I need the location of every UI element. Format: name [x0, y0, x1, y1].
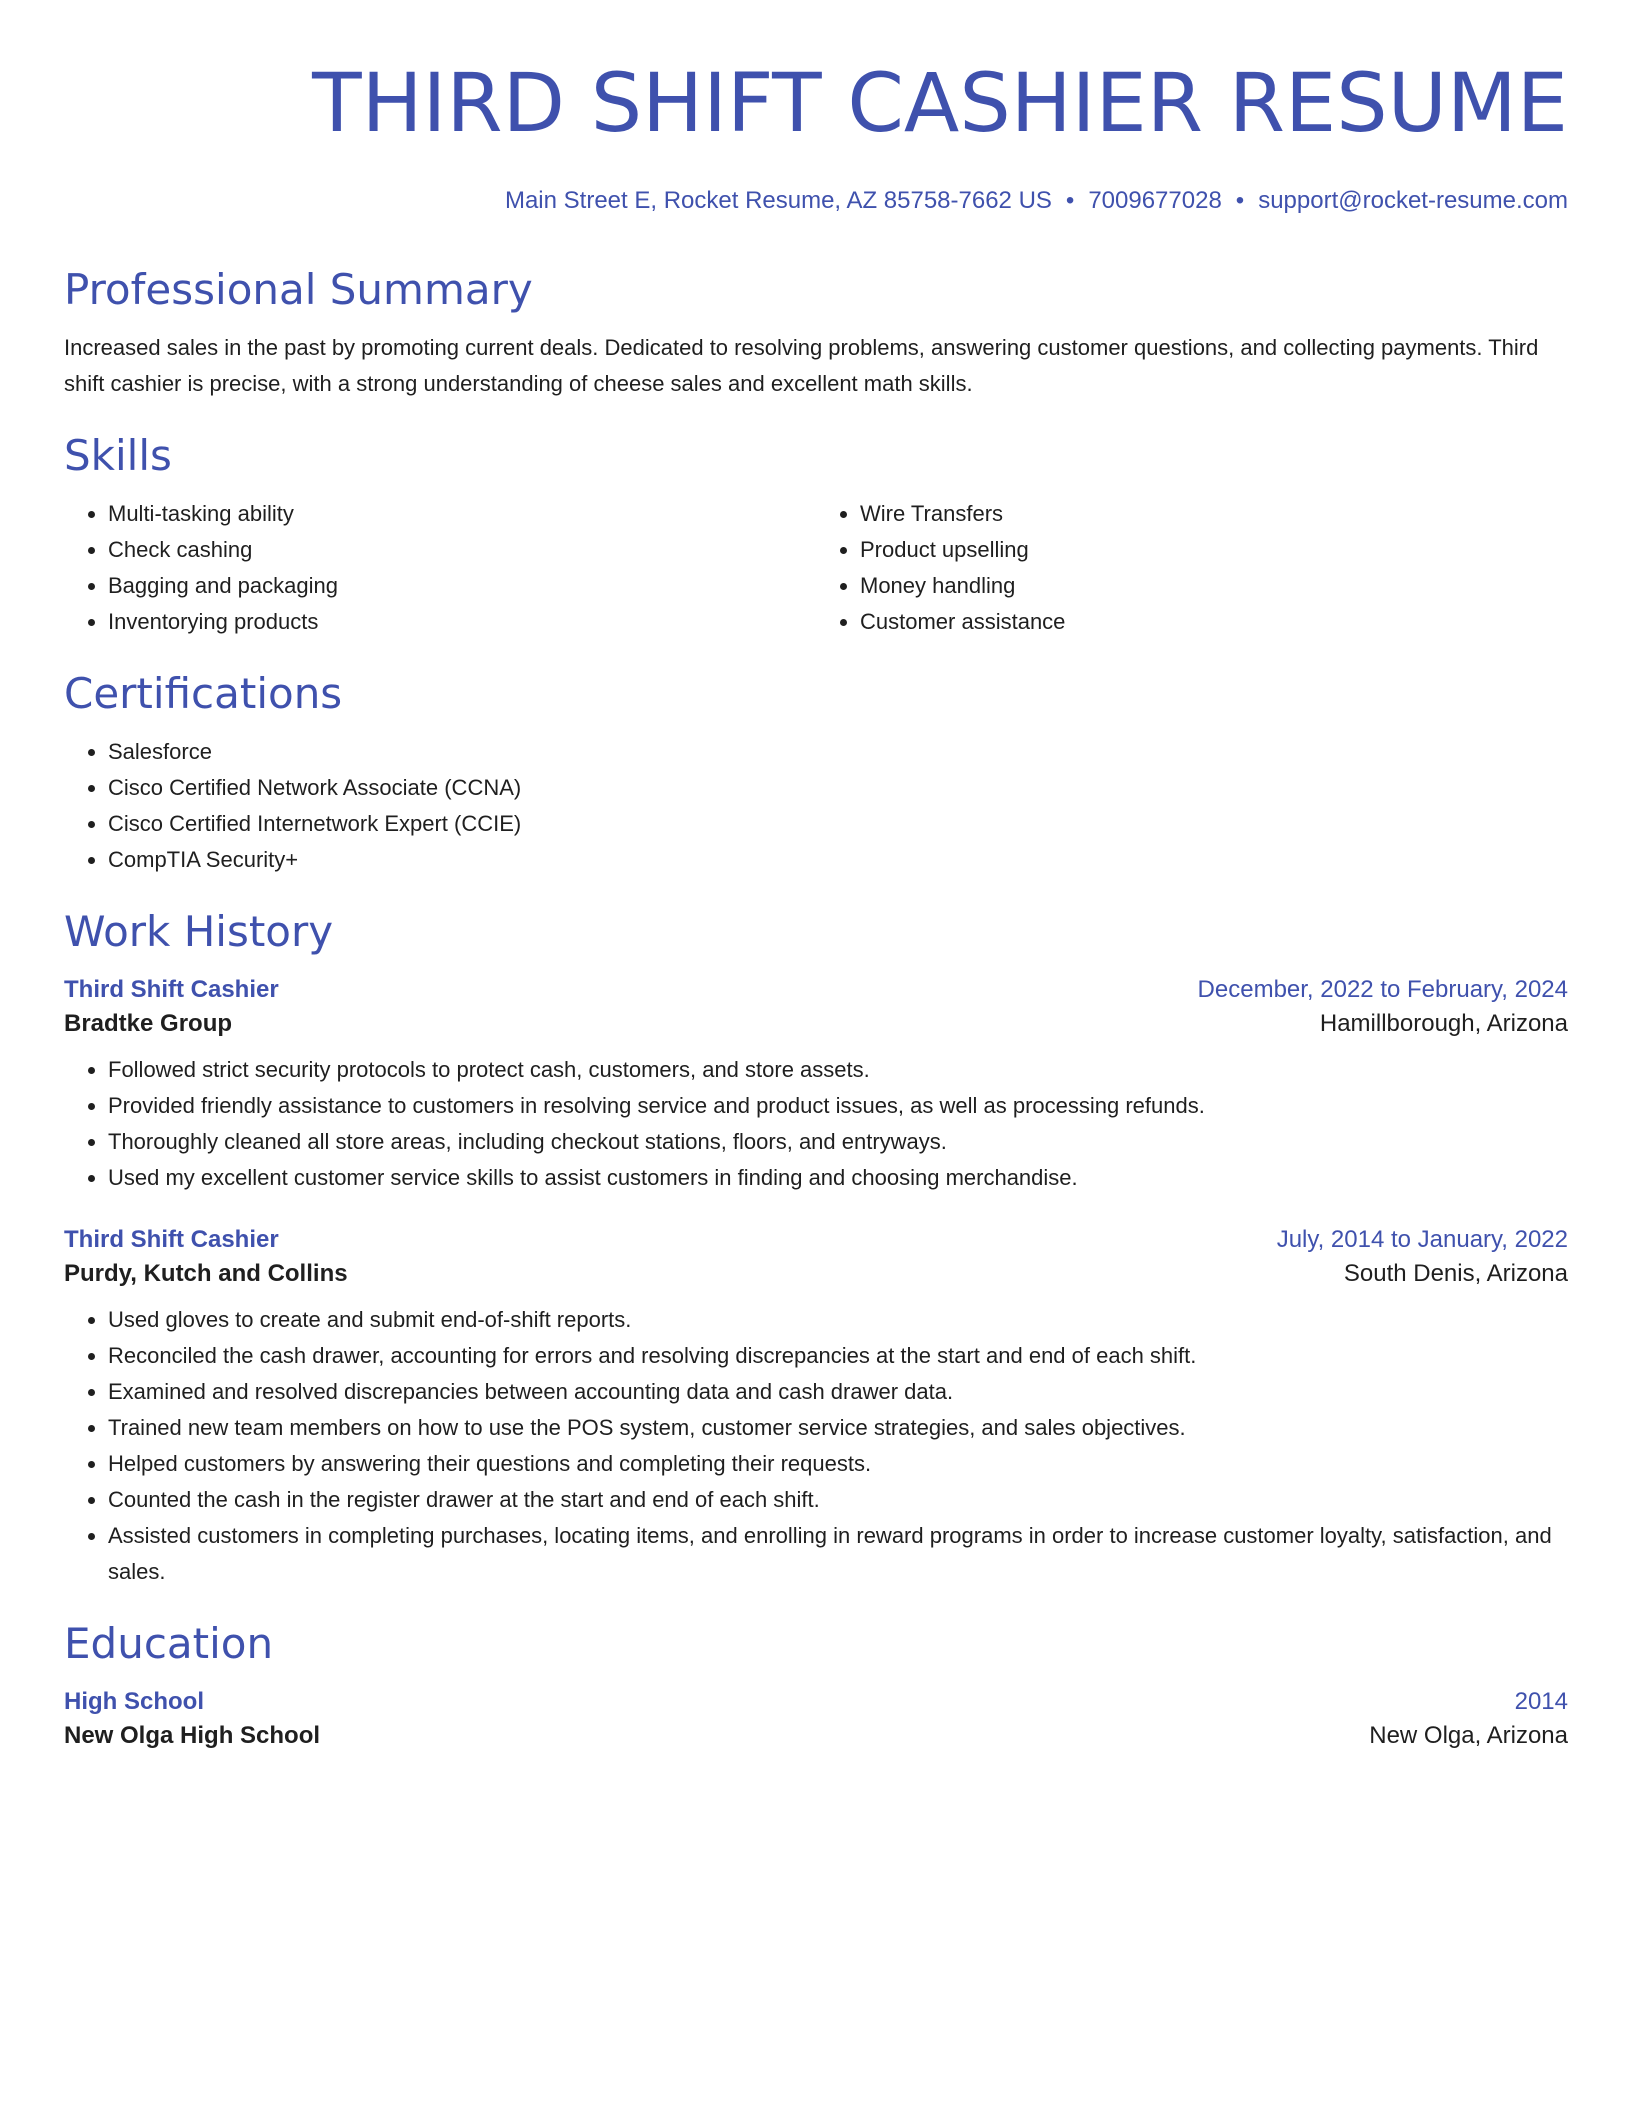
- certifications-list: [64, 734, 1568, 878]
- certification-item: • Cisco Certified Network Associate (CCNA): [108, 770, 1568, 806]
- job-bullet: • Followed strict security protocols to protect cash, customers, and store assets.: [108, 1052, 1568, 1088]
- job-entry: [64, 1226, 1568, 1590]
- summary-section: [64, 264, 1568, 402]
- skill-item: • Customer assistance: [860, 604, 1568, 640]
- job-header-row: [64, 1226, 1568, 1254]
- job-bullet: • Used gloves to create and submit end-of-shift reports.: [108, 1302, 1568, 1338]
- job-bullet: • Trained new team members on how to use the POS system, customer service strategies, and sales objectives.: [108, 1410, 1568, 1446]
- job-location: Hamillborough, Arizona: [1319, 1010, 1568, 1037]
- job-entry: [64, 976, 1568, 1196]
- contact-email[interactable]: support@rocket-resume.com: [1258, 187, 1568, 214]
- section-title-education: Education: [64, 1619, 274, 1668]
- education-school-row: [64, 1722, 1568, 1750]
- section-title-skills: Skills: [64, 431, 172, 480]
- summary-text: Increased sales in the past by promoting current deals. Dedicated to resolving problems, answering customer questions, and collecting payments. Third shift cashier is precise, with a strong understanding of cheese sales and excellent math skills.: [64, 335, 1539, 396]
- education-header-row: [64, 1688, 1568, 1716]
- resume-title: THIRD SHIFT CASHIER RESUME: [312, 57, 1568, 151]
- skill-item: • Multi-tasking ability: [108, 496, 816, 532]
- skill-item: • Money handling: [860, 568, 1568, 604]
- skills-section: [64, 430, 1568, 640]
- education-degree: High School: [64, 1688, 204, 1715]
- skill-item: • Check cashing: [108, 532, 816, 568]
- job-header-row: [64, 976, 1568, 1004]
- skills-list-right: [816, 496, 1568, 640]
- job-bullet: • Provided friendly assistance to customers in resolving service and product issues, as well as processing refunds.: [108, 1088, 1568, 1124]
- skills-grid: [64, 496, 1568, 640]
- job-location: South Denis, Arizona: [1343, 1260, 1568, 1287]
- job-dates: July, 2014 to January, 2022: [1276, 1226, 1568, 1253]
- certification-item: • Cisco Certified Internetwork Expert (CCIE): [108, 806, 1568, 842]
- skill-item: • Bagging and packaging: [108, 568, 816, 604]
- contact-address: Main Street E, Rocket Resume, AZ 85758-7662 US: [504, 187, 1052, 214]
- section-title-certifications: Certifications: [64, 669, 343, 718]
- job-employer: Purdy, Kutch and Collins: [64, 1260, 348, 1287]
- job-bullet: • Helped customers by answering their questions and completing their requests.: [108, 1446, 1568, 1482]
- contact-separator: •: [1235, 187, 1245, 214]
- job-bullets: [64, 1302, 1568, 1590]
- resume-header: [64, 0, 1568, 216]
- job-employer-row: [64, 1010, 1568, 1038]
- education-year: 2014: [1514, 1688, 1568, 1715]
- job-dates: December, 2022 to February, 2024: [1197, 976, 1568, 1003]
- job-employer-row: [64, 1260, 1568, 1288]
- contact-line: [64, 186, 1568, 216]
- certifications-section: [64, 668, 1568, 878]
- education-location: New Olga, Arizona: [1369, 1722, 1568, 1749]
- contact-separator: •: [1065, 187, 1075, 214]
- job-bullets: [64, 1052, 1568, 1196]
- job-bullet: • Counted the cash in the register drawer at the start and end of each shift.: [108, 1482, 1568, 1518]
- job-bullet: • Used my excellent customer service skills to assist customers in finding and choosing merchandise.: [108, 1160, 1568, 1196]
- job-bullet: • Thoroughly cleaned all store areas, including checkout stations, floors, and entryways.: [108, 1124, 1568, 1160]
- job-employer: Bradtke Group: [64, 1010, 233, 1037]
- job-bullet: • Assisted customers in completing purchases, locating items, and enrolling in reward programs in order to increase customer loyalty, satisfaction, and sales.: [108, 1518, 1568, 1590]
- section-title-summary: Professional Summary: [64, 265, 533, 314]
- skill-item: • Wire Transfers: [860, 496, 1568, 532]
- education-section: [64, 1618, 1568, 1750]
- skill-item: • Product upselling: [860, 532, 1568, 568]
- section-title-work-history: Work History: [64, 907, 334, 956]
- education-entry: [64, 1688, 1568, 1750]
- job-title: Third Shift Cashier: [64, 1226, 279, 1253]
- work-history-section: [64, 906, 1568, 1590]
- education-school: New Olga High School: [64, 1722, 321, 1749]
- contact-phone: 7009677028: [1088, 187, 1222, 214]
- certification-item: • Salesforce: [108, 734, 1568, 770]
- job-bullet: • Examined and resolved discrepancies between accounting data and cash drawer data.: [108, 1374, 1568, 1410]
- job-bullet: • Reconciled the cash drawer, accounting for errors and resolving discrepancies at the start and end of each shift.: [108, 1338, 1568, 1374]
- certification-item: • CompTIA Security+: [108, 842, 1568, 878]
- skill-item: • Inventorying products: [108, 604, 816, 640]
- skills-list-left: [64, 496, 816, 640]
- job-title: Third Shift Cashier: [64, 976, 279, 1003]
